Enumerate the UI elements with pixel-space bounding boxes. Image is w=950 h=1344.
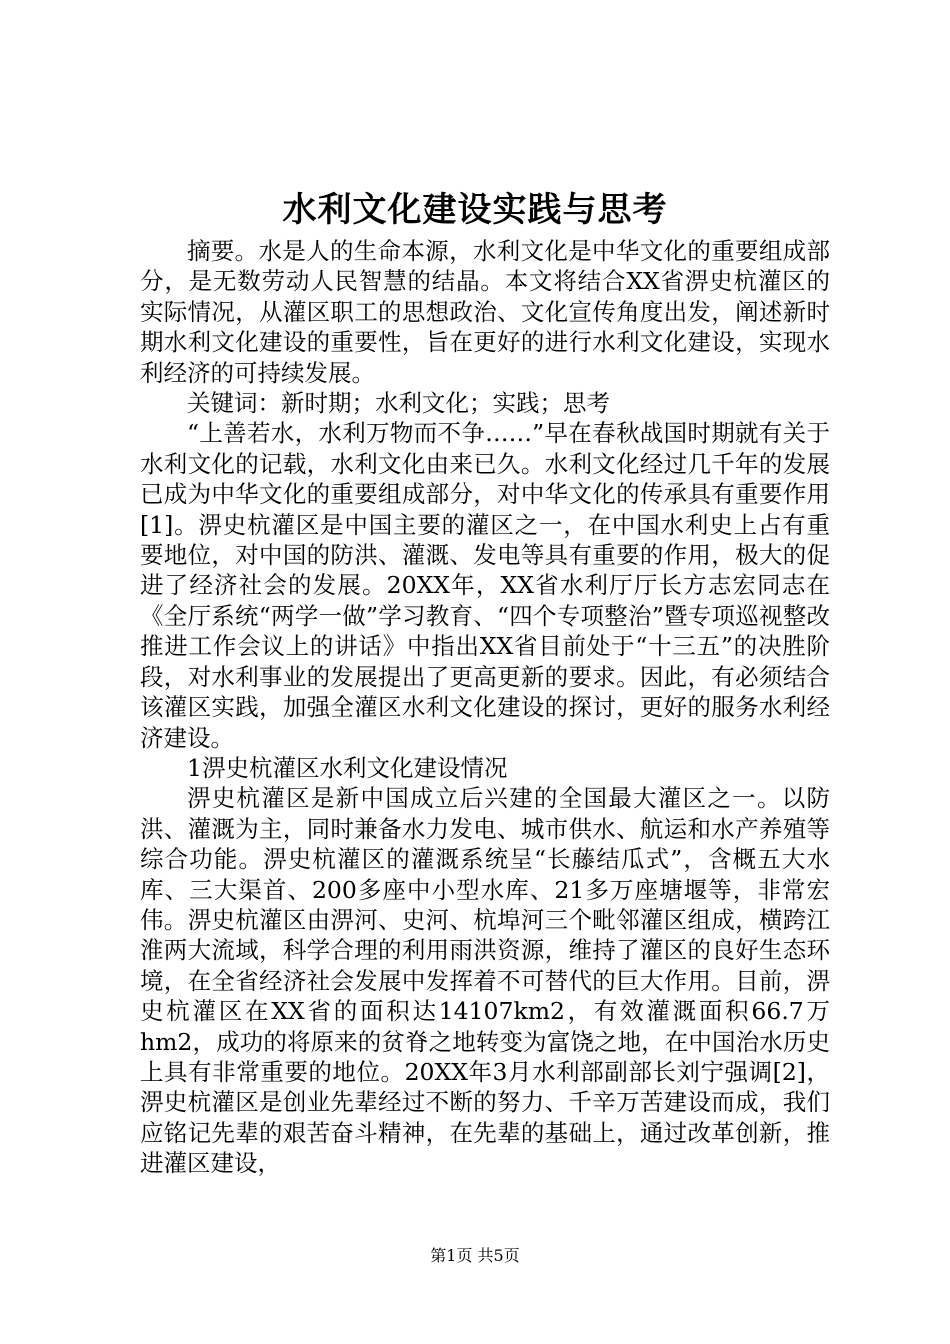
abstract-paragraph: 摘要。水是人的生命本源，水利文化是中华文化的重要组成部分，是无数劳动人民智慧的结晶。本文将结合XX省淠史杭灌区的实际情况，从灌区职工的思想政治、文化宣传角度出发，阐述新时期水利文化建设的重要性，旨在更好的进行水利文化建设，实现水利经济的可持续发展。	[140, 237, 830, 387]
document-body	[140, 236, 830, 1179]
page-footer: 第1页 共5页	[430, 1246, 520, 1265]
keywords-paragraph: 关键词：新时期；水利文化；实践；思考	[187, 389, 610, 418]
section-paragraph: 淠史杭灌区是新中国成立后兴建的全国最大灌区之一。以防洪、灌溉为主，同时兼备水力发电、城市供水、航运和水产养殖等综合功能。淠史杭灌区的灌溉系统呈“长藤结瓜式”，含概五大水库、三大渠首、200多座中小型水库、21多万座塘堰等，非常宏伟。淠史杭灌区由淠河、史河、杭埠河三个毗邻灌区组成，横跨江淮两大流域，科学合理的利用雨洪资源，维持了灌区的良好生态环境，在全省经济社会发展中发挥着不可替代的巨大作用。目前，淠史杭灌区在XX省的面积达14107km2，有效灌溉面积66.7万hm2，成功的将原来的贫脊之地转变为富饶之地，在中国治水历史上具有非常重要的地位。20XX年3月水利部副部长刘宁强调[2]，淠史杭灌区是创业先辈经过不断的努力、千辛万苦建设而成，我们应铭记先辈的艰苦奋斗精神，在先辈的基础上，通过改革创新，推进灌区建设，	[140, 784, 830, 1178]
intro-paragraph: “上善若水，水利万物而不争……”早在春秋战国时期就有关于水利文化的记载，水利文化由来已久。水利文化经过几千年的发展已成为中华文化的重要组成部分，对中华文化的传承具有重要作用[1]。淠史杭灌区是中国主要的灌区之一，在中国水利史上占有重要地位，对中国的防洪、灌溉、发电等具有重要的作用，极大的促进了经济社会的发展。20XX年，XX省水利厅厅长方志宏同志在《全厅系统“两学一做”学习教育、“四个专项整治”暨专项巡视整改推进工作会议上的讲话》中指出XX省目前处于“十三五”的决胜阶段，对水利事业的发展提出了更高更新的要求。因此，有必须结合该灌区实践，加强全灌区水利文化建设的探讨，更好的服务水利经济建设。	[140, 419, 830, 752]
section-heading: 1淠史杭灌区水利文化建设情况	[187, 753, 508, 782]
document-title: 水利文化建设实践与思考	[282, 190, 668, 230]
